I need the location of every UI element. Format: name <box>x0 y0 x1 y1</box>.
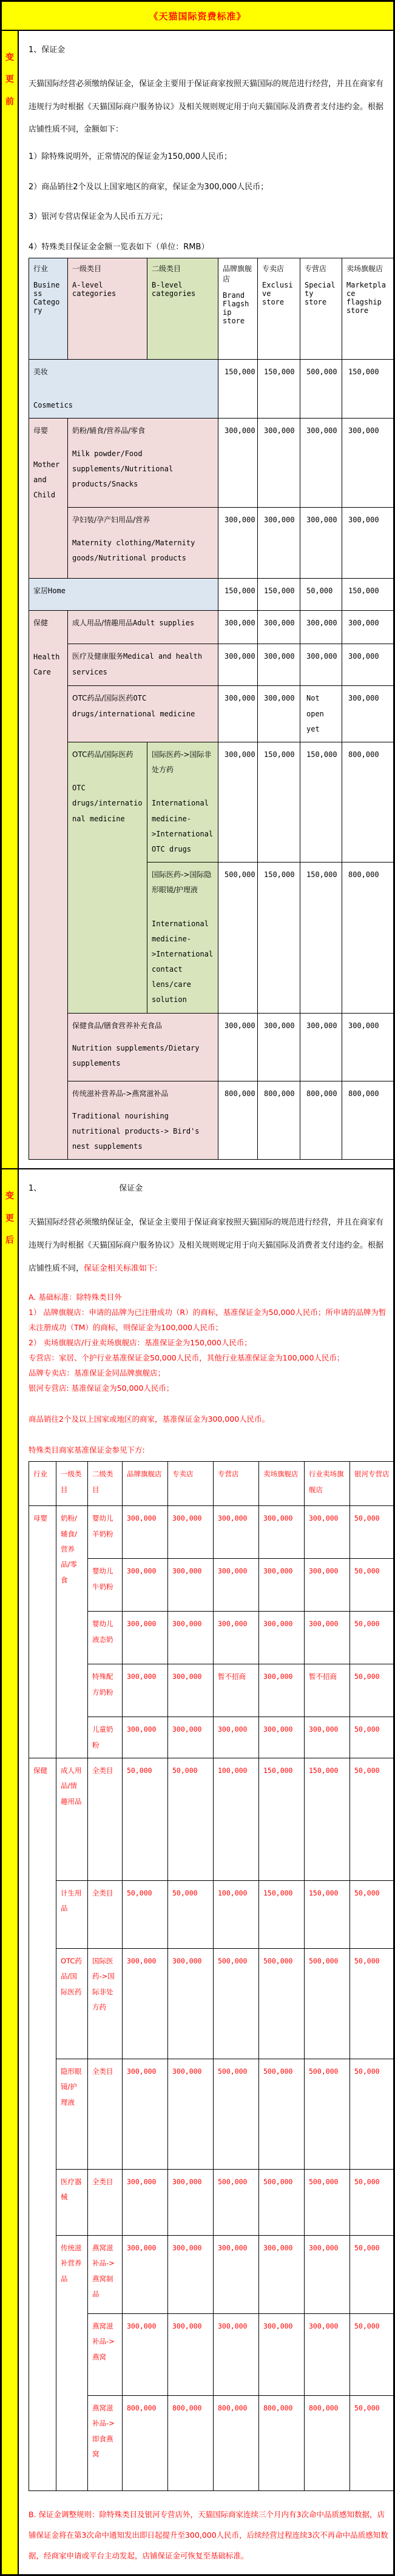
value-cell: 300,000 <box>123 2059 168 2170</box>
rule-line: 银河专营店: 基准保证金为50,000人民币； <box>29 1384 174 1393</box>
table-row <box>29 2236 394 2314</box>
value-cell: 500,000 <box>300 360 342 419</box>
subcategory-cell: 燕窝滋补品->燕窝 <box>88 2314 123 2396</box>
value-cell: 150,000 <box>218 579 258 611</box>
subcategory-cell: 婴幼儿牛奶粉 <box>88 1559 123 1612</box>
deposit-item: 4）特殊类目保证金金额一览表如下（单位：RMB） <box>29 242 209 252</box>
value-cell: 300,000 <box>342 686 394 742</box>
table-row <box>29 1881 394 1949</box>
value-cell: 300,000 <box>218 611 258 644</box>
value-cell: 500,000 <box>214 2170 259 2236</box>
value-cell: 300,000 <box>259 1664 305 1717</box>
rule-line: A. 基础标准：除特殊类目外 <box>29 1293 122 1302</box>
value-cell: 300,000 <box>123 1506 168 1559</box>
value-cell: 300,000 <box>123 2236 168 2314</box>
value-cell: 500,000 <box>259 2170 305 2236</box>
header-marketplace: 卖场旗舰店 Marketplace flagship store <box>342 258 394 360</box>
subcategory-cell: 婴幼儿羊奶粉 <box>88 1506 123 1559</box>
category-cell: 成人用品/情趣用品 <box>56 1758 88 1881</box>
subcategory-cell: 燕窝滋补品->燕窝制品 <box>88 2236 123 2314</box>
section-after-content <box>19 1169 393 2574</box>
category-cell: 成人用品/情趣用品Adult supplies <box>68 611 218 644</box>
value-cell: 300,000 <box>218 508 258 579</box>
value-cell: 300,000 <box>168 1559 214 1612</box>
category-cell: 孕妇装/孕产妇用品/营养 Maternity clothing/Maternity goods/Nutritional products <box>68 508 218 579</box>
rule-line: 商品销往2个及以上国家或地区的商家，基准保证金为300,000人民币。 <box>29 1414 270 1424</box>
subcategory-cell: 特殊配方奶粉 <box>88 1664 123 1717</box>
value-cell: 暂不招商 <box>305 1664 350 1717</box>
deposit-heading-before: 1、保证金 <box>29 45 66 55</box>
value-cell: 300,000 <box>214 1506 259 1559</box>
value-cell: 50,000 <box>168 1758 214 1881</box>
value-cell: 50,000 <box>350 1506 394 1559</box>
value-cell: 300,000 <box>168 1612 214 1664</box>
value-cell: 300,000 <box>342 644 394 686</box>
section-before-content <box>19 31 393 1168</box>
value-cell: 300,000 <box>305 1717 350 1758</box>
value-cell: 50,000 <box>350 2314 394 2396</box>
category-cell: 医疗器械 <box>56 2170 88 2236</box>
page-title: 《天猫国际资费标准》 <box>149 10 246 22</box>
category-cell: 奶粉/辅食/营养品/零食 <box>56 1506 88 1758</box>
value-cell: 300,000 <box>259 1559 305 1612</box>
deposit-heading-after: 1、 保证金 <box>29 1184 143 1194</box>
category-cell: 计生用品 <box>56 1881 88 1949</box>
value-cell: 50,000 <box>350 1612 394 1664</box>
value-cell: 150,000 <box>300 863 342 1014</box>
value-cell: 50,000 <box>350 1559 394 1612</box>
title-banner <box>2 2 393 31</box>
value-cell: 50,000 <box>350 1664 394 1717</box>
value-cell: 150,000 <box>342 360 394 419</box>
industry-cell: 母婴 <box>29 1506 56 1758</box>
category-cell: OTC药品/国际医药 OTC drugs/international medicine <box>68 742 147 1014</box>
category-cell: 传统滋补营养品 <box>56 2236 88 2491</box>
category-cell: 奶粉/辅食/营养品/零食 Milk powder/Food supplements/Nutritional products/Snacks <box>68 419 218 508</box>
value-cell: 50,000 <box>123 1881 168 1949</box>
value-cell: 50,000 <box>350 2236 394 2314</box>
subcategory-cell: 婴幼儿液态奶 <box>88 1612 123 1664</box>
value-cell: 500,000 <box>218 863 258 1014</box>
value-cell: 300,000 <box>214 1717 259 1758</box>
value-cell: 300,000 <box>259 2314 305 2396</box>
value-cell: 300,000 <box>168 2059 214 2170</box>
header-cat2: 二级类目 <box>88 1462 123 1506</box>
value-cell: 300,000 <box>123 1717 168 1758</box>
value-cell: 500,000 <box>305 2170 350 2236</box>
adjustment-rule-note: B. 保证金调整规则：除特殊类目及银河专营店外，天猫国际商家连续三个月内有3次命中品质感知数据，店铺保证金将在第3次命中通知发出即日起提升至300,000人民币，后续经营过程连续3次不再命中品质感知数据，经商家申请或平台主动发起，店铺保证金可恢复至基础标准。 <box>29 2510 388 2560</box>
value-cell: 300,000 <box>259 1717 305 1758</box>
table-header-row <box>29 1462 394 1506</box>
category-cell: 家居Home <box>29 579 218 611</box>
rule-line: 特殊类目商家基准保证金参见下方: <box>29 1445 145 1455</box>
header-exclusive: 专卖店 Exclusive store <box>258 258 300 360</box>
table-row <box>29 1758 394 1881</box>
spacer <box>29 1396 390 1411</box>
value-cell: 50,000 <box>350 2059 394 2170</box>
value-cell: 300,000 <box>258 611 300 644</box>
subcategory-cell: 全类目 <box>88 2170 123 2236</box>
value-cell: 800,000 <box>259 2396 305 2491</box>
value-cell: 50,000 <box>350 1881 394 1949</box>
value-cell: 800,000 <box>305 2396 350 2491</box>
value-cell: 500,000 <box>305 1949 350 2059</box>
value-cell: 300,000 <box>168 1717 214 1758</box>
value-cell: 800,000 <box>342 742 394 863</box>
value-cell: 150,000 <box>305 1881 350 1949</box>
header-industry: 行业 Business Category <box>29 258 68 360</box>
value-cell: 800,000 <box>214 2396 259 2491</box>
rule-line: 2） 卖场旗舰店/行业卖场旗舰店：基准保证金为150,000人民币； <box>29 1338 252 1348</box>
value-cell: 50,000 <box>350 1758 394 1881</box>
category-cell: 医疗及健康服务Medical and health services <box>68 644 218 686</box>
subcategory-cell: 燕窝滋补品->即食燕窝 <box>88 2396 123 2491</box>
value-cell: 300,000 <box>258 508 300 579</box>
table-row <box>29 1506 394 1559</box>
table-row <box>29 1013 394 1081</box>
subcategory-cell: 全类目 <box>88 2059 123 2170</box>
value-cell: 300,000 <box>168 2170 214 2236</box>
value-cell: 500,000 <box>305 2059 350 2170</box>
header-cat1: 一级类目 A-level categories <box>68 258 147 360</box>
table-row <box>29 611 394 644</box>
table-row <box>29 686 394 742</box>
value-cell: 300,000 <box>259 2236 305 2314</box>
value-cell: 800,000 <box>168 2396 214 2491</box>
category-cell: OTC药品/国际医药 <box>56 1949 88 2059</box>
value-cell: 800,000 <box>258 1081 300 1160</box>
category-cell: 美妆 Cosmetics <box>29 360 218 419</box>
table-row <box>29 360 394 419</box>
value-cell: 300,000 <box>305 2314 350 2396</box>
deposit-item: 2）商品销往2个及以上国家地区的商家，保证金为300,000人民币； <box>29 182 269 192</box>
table-row <box>29 579 394 611</box>
header-flagship: 品牌旗舰店 Brand Flagship store <box>218 258 258 360</box>
subcategory-cell: 全类目 <box>88 1881 123 1949</box>
value-cell: 50,000 <box>168 1881 214 1949</box>
value-cell: 500,000 <box>214 1949 259 2059</box>
value-cell: 300,000 <box>305 2236 350 2314</box>
value-cell: 300,000 <box>342 508 394 579</box>
value-cell: 300,000 <box>300 508 342 579</box>
category-cell: 保健食品/膳食营养补充食品 Nutrition supplements/Dietary supplements <box>68 1013 218 1081</box>
value-cell: 300,000 <box>123 1612 168 1664</box>
value-cell: 500,000 <box>214 2059 259 2170</box>
value-cell: 800,000 <box>218 1081 258 1160</box>
value-cell: 150,000 <box>305 1758 350 1881</box>
value-cell: 150,000 <box>259 1881 305 1949</box>
value-cell: 50,000 <box>123 1758 168 1881</box>
value-cell: 300,000 <box>342 611 394 644</box>
value-cell: 300,000 <box>218 686 258 742</box>
value-cell: 300,000 <box>342 1013 394 1081</box>
value-cell: 300,000 <box>300 644 342 686</box>
value-cell: 150,000 <box>300 742 342 863</box>
red-highlight: 保证金相关标准如下: <box>84 1263 158 1273</box>
category-cell: 隐形眼镜/护理液 <box>56 2059 88 2170</box>
change-label-after: 变更后 <box>5 1191 14 1246</box>
table-row <box>29 419 394 508</box>
table-row <box>29 1949 394 2059</box>
value-cell: Not open yet <box>300 686 342 742</box>
value-cell: 50,000 <box>350 2170 394 2236</box>
value-cell: 100,000 <box>214 1881 259 1949</box>
value-cell: 50,000 <box>300 579 342 611</box>
value-cell: 150,000 <box>258 579 300 611</box>
table-row <box>29 508 394 579</box>
rule-line: 专营店：家居、个护行业基准保证金50,000人民币，其他行业基准保证金为100,000人民币； <box>29 1353 345 1363</box>
value-cell: 暂不招商 <box>214 1664 259 1717</box>
special-category-deposit-table-before <box>29 258 394 1160</box>
value-cell: 300,000 <box>218 419 258 508</box>
section-after <box>2 1168 393 2574</box>
header-exclusive: 专卖店 <box>168 1462 214 1506</box>
value-cell: 150,000 <box>258 742 300 863</box>
value-cell: 150,000 <box>258 863 300 1014</box>
value-cell: 300,000 <box>305 1612 350 1664</box>
header-specialty: 专营店 <box>214 1462 259 1506</box>
value-cell: 300,000 <box>214 2236 259 2314</box>
industry-cell: 保健 <box>29 1758 56 2491</box>
value-cell: 300,000 <box>123 1949 168 2059</box>
value-cell: 300,000 <box>305 1506 350 1559</box>
value-cell: 800,000 <box>342 863 394 1014</box>
value-cell: 300,000 <box>218 1013 258 1081</box>
value-cell: 500,000 <box>259 1949 305 2059</box>
subcategory-cell: 国际医药->国际非处方药 International medicine->International OTC drugs <box>147 742 218 863</box>
rule-line: 品牌专卖店：基准保证金同品牌旗舰店； <box>29 1368 166 1378</box>
value-cell: 300,000 <box>214 1612 259 1664</box>
value-cell: 300,000 <box>258 419 300 508</box>
value-cell: 300,000 <box>259 1506 305 1559</box>
value-cell: 300,000 <box>123 2314 168 2396</box>
deposit-paragraph-before: 天猫国际经营必须缴纳保证金，保证金主要用于保证商家按照天猫国际的规范进行经营，并且在商家有违规行为时根据《天猫国际商户服务协议》及相关规则规定用于向天猫国际及消费者支付违约金。根据店铺性质不同，金额如下： <box>29 79 384 135</box>
header-flagship: 品牌旗舰店 <box>123 1462 168 1506</box>
change-label-column-before <box>2 31 19 1168</box>
industry-cell: 保健 Health Care <box>29 611 68 1160</box>
header-cat1: 一级类目 <box>56 1462 88 1506</box>
value-cell: 150,000 <box>342 579 394 611</box>
value-cell: 300,000 <box>168 1664 214 1717</box>
value-cell: 500,000 <box>259 2059 305 2170</box>
value-cell: 150,000 <box>258 360 300 419</box>
value-cell: 300,000 <box>258 1013 300 1081</box>
value-cell: 300,000 <box>259 1612 305 1664</box>
header-industry: 行业 <box>29 1462 56 1506</box>
header-galaxy: 银河专营店 <box>350 1462 394 1506</box>
deposit-item: 1）除特殊说明外，正常情况的保证金为150,000人民币； <box>29 152 232 162</box>
category-cell: 传统滋补营养品->燕窝滋补品 Traditional nourishing nutritional products-> Bird's nest supplements <box>68 1081 218 1160</box>
value-cell: 300,000 <box>258 686 300 742</box>
value-cell: 300,000 <box>168 2236 214 2314</box>
header-specialty: 专营店 Specialty store <box>300 258 342 360</box>
table-row <box>29 1081 394 1160</box>
subcategory-cell: 儿童奶粉 <box>88 1717 123 1758</box>
value-cell: 50,000 <box>350 1717 394 1758</box>
rule-line: 1） 品牌旗舰店：申请的品牌为已注册成功（R）的商标，基准保证金为50,000人民币；所申请的品牌为暂未注册成功（TM）的商标，则保证金为100,000人民币； <box>29 1308 387 1333</box>
value-cell: 300,000 <box>168 1949 214 2059</box>
subcategory-cell: 国际医药->国际非处方药 <box>88 1949 123 2059</box>
header-industry-marketplace: 行业卖场旗舰店 <box>305 1462 350 1506</box>
value-cell: 300,000 <box>123 2170 168 2236</box>
subcategory-cell: 全类目 <box>88 1758 123 1881</box>
special-category-deposit-table-after <box>29 1461 394 2491</box>
value-cell: 300,000 <box>300 1013 342 1081</box>
value-cell: 300,000 <box>214 1559 259 1612</box>
table-row <box>29 2170 394 2236</box>
deposit-paragraph-after: 天猫国际经营必须缴纳保证金，保证金主要用于保证商家按照天猫国际的规范进行经营，并且在商家有违规行为时根据《天猫国际商户服务协议》及相关规则规定用于向天猫国际及消费者支付违约金。根据店铺性质不同，保证金相关标准如下: <box>29 1218 384 1273</box>
value-cell: 800,000 <box>300 1081 342 1160</box>
value-cell: 300,000 <box>300 611 342 644</box>
subcategory-cell: 国际医药->国际隐形眼镜/护理液 International medicine->International contact lens/care solution <box>147 863 218 1014</box>
table-row <box>29 2059 394 2170</box>
value-cell: 300,000 <box>123 1559 168 1612</box>
value-cell: 300,000 <box>214 2314 259 2396</box>
section-before <box>2 31 393 1168</box>
table-row <box>29 644 394 686</box>
value-cell: 800,000 <box>342 1081 394 1160</box>
header-marketplace: 卖场旗舰店 <box>259 1462 305 1506</box>
table-header-row <box>29 258 394 360</box>
change-label-column-after <box>2 1169 19 2574</box>
value-cell: 150,000 <box>259 1758 305 1881</box>
deposit-item: 3）银河专营店保证金为人民币五万元； <box>29 212 168 222</box>
spacer <box>29 1427 390 1442</box>
industry-cell: 母婴 Mother and Child <box>29 419 68 579</box>
header-cat2: 二级类目 B-level categories <box>147 258 218 360</box>
value-cell: 300,000 <box>218 742 258 863</box>
value-cell: 50,000 <box>350 2396 394 2491</box>
value-cell: 300,000 <box>300 419 342 508</box>
value-cell: 100,000 <box>214 1758 259 1881</box>
value-cell: 300,000 <box>305 1559 350 1612</box>
value-cell: 300,000 <box>168 1506 214 1559</box>
change-label-before: 变更前 <box>5 53 14 107</box>
value-cell: 300,000 <box>123 1664 168 1717</box>
value-cell: 150,000 <box>218 360 258 419</box>
value-cell: 800,000 <box>123 2396 168 2491</box>
value-cell: 300,000 <box>218 644 258 686</box>
value-cell: 50,000 <box>350 1949 394 2059</box>
value-cell: 300,000 <box>168 2314 214 2396</box>
category-cell: OTC药品/国际医药OTC drugs/international medicine <box>68 686 218 742</box>
table-row <box>29 742 394 863</box>
value-cell: 300,000 <box>258 644 300 686</box>
value-cell: 300,000 <box>342 419 394 508</box>
